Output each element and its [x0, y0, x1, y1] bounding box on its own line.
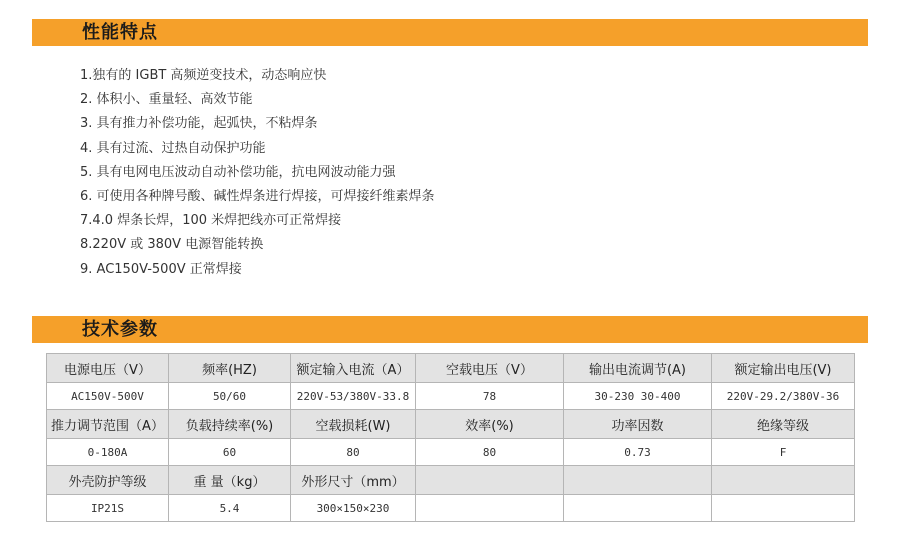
spec-header-row [47, 410, 855, 439]
spec-value-cell: 30-230 30-400 [564, 383, 712, 410]
spec-header-cell [416, 466, 564, 495]
spec-value-cell: 5.4 [169, 495, 291, 522]
spec-header-cell: 功率因数 [564, 410, 712, 439]
spec-header-cell: 外形尺寸（mm） [291, 466, 416, 495]
feature-item: 2. 体积小、重量轻、高效节能 [80, 92, 253, 108]
spec-header-cell: 空载电压（V） [416, 354, 564, 383]
features-header-bar [32, 19, 868, 46]
spec-value-row [47, 439, 855, 466]
spec-value-cell: 78 [416, 383, 564, 410]
spec-header-cell [712, 466, 855, 495]
specs-header-bar [32, 316, 868, 343]
spec-value-cell: 60 [169, 439, 291, 466]
spec-value-row [47, 383, 855, 410]
spec-header-cell: 负载持续率(%) [169, 410, 291, 439]
spec-value-cell: AC150V-500V [47, 383, 169, 410]
spec-header-cell: 外壳防护等级 [47, 466, 169, 495]
feature-list [80, 64, 435, 282]
feature-item: 1.独有的 IGBT 高频逆变技术，动态响应快 [80, 68, 327, 83]
feature-item: 3. 具有推力补偿功能，起弧快，不粘焊条 [80, 116, 318, 132]
spec-value-cell: 80 [416, 439, 564, 466]
features-title: 性能特点 [82, 22, 158, 43]
spec-header-cell: 电源电压（V） [47, 354, 169, 383]
spec-value-cell [712, 495, 855, 522]
spec-value-cell: 50/60 [169, 383, 291, 410]
feature-item: 8.220V 或 380V 电源智能转换 [80, 237, 264, 253]
feature-item: 9. AC150V-500V 正常焊接 [80, 261, 242, 277]
spec-value-cell: F [712, 439, 855, 466]
spec-header-row [47, 466, 855, 495]
spec-value-cell: 300×150×230 [291, 495, 416, 522]
spec-value-cell: 0.73 [564, 439, 712, 466]
feature-item: 7.4.0 焊条长焊，100 米焊把线亦可正常焊接 [80, 213, 342, 229]
spec-header-cell: 绝缘等级 [712, 410, 855, 439]
feature-item: 5. 具有电网电压波动自动补偿功能，抗电网波动能力强 [80, 164, 396, 180]
spec-value-cell: 220V-29.2/380V-36 [712, 383, 855, 410]
spec-header-cell: 额定输入电流（A） [291, 354, 416, 383]
spec-header-cell: 额定输出电压(V) [712, 354, 855, 383]
spec-header-cell: 效率(%) [416, 410, 564, 439]
spec-value-cell [416, 495, 564, 522]
spec-header-cell: 频率(HZ) [169, 354, 291, 383]
spec-header-cell: 空载损耗(W) [291, 410, 416, 439]
spec-value-cell [564, 495, 712, 522]
spec-header-cell: 推力调节范围（A） [47, 410, 169, 439]
spec-value-row [47, 495, 855, 522]
spec-header-cell [564, 466, 712, 495]
spec-header-cell: 重 量（kg） [169, 466, 291, 495]
spec-header-row [47, 354, 855, 383]
feature-item: 4. 具有过流、过热自动保护功能 [80, 140, 266, 156]
spec-header-cell: 输出电流调节(A) [564, 354, 712, 383]
feature-item: 6. 可使用各种牌号酸、碱性焊条进行焊接，可焊接纤维素焊条 [80, 188, 435, 204]
spec-value-cell: 220V-53/380V-33.8 [291, 383, 416, 410]
spec-value-cell: IP21S [47, 495, 169, 522]
specs-title: 技术参数 [82, 319, 158, 340]
spec-value-cell: 0-180A [47, 439, 169, 466]
spec-table [46, 353, 855, 522]
spec-value-cell: 80 [291, 439, 416, 466]
